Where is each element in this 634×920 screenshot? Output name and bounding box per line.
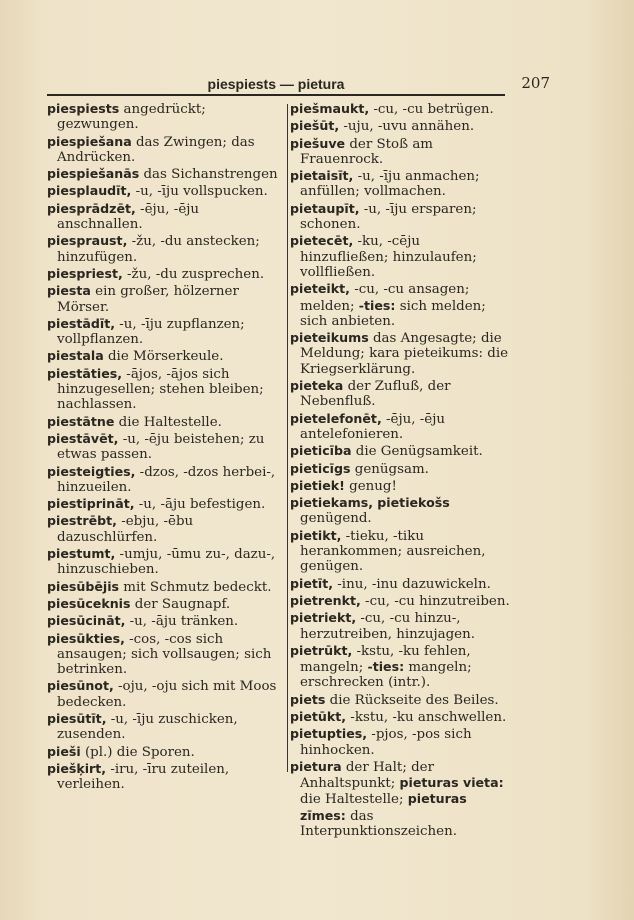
entry-headword: piestrēbt, [47,513,117,529]
entry-definition: der Zufluß, der Nebenfluß. [300,379,451,410]
entry-definition: der Saugnapf. [130,596,231,612]
entry-headword: pietelefonēt, [290,410,382,426]
entry-definition: -umju, -ūmu zu-, dazu-, hinzuschieben. [57,547,276,578]
entry-headword: pietupties, [290,726,368,742]
entry-headword: pietrūkt, [290,642,353,658]
entry-definition: -cu, -cu hinzu-, herzutreiben, hinzujagen. [300,611,475,642]
entry-headword: pieši [47,743,81,759]
entry-headword: pietaisīt, [290,168,354,184]
dictionary-entry [290,726,512,758]
entry-definition: das Angesagte; die Meldung; kara pieteikums: die Kriegserklärung. [300,331,509,377]
entry-bold-phrase: pieturas vieta: [399,775,504,791]
dictionary-entry [290,201,512,233]
dictionary-entry [290,168,512,200]
dictionary-entry [290,281,512,329]
dictionary-entry [290,443,512,459]
entry-headword: pietīt, [290,575,334,591]
entry-headword: piespriest, [47,265,123,281]
entry-bold-phrase: -ties: [367,659,405,675]
dictionary-entry [47,744,283,760]
entry-definition: der Stoß am Frauenrock. [300,136,434,167]
dictionary-entry [47,101,283,133]
entry-headword: piesūtīt, [47,710,107,726]
entry-headword: pieteikums [290,330,369,346]
running-title: piespiests — pietura [207,76,345,92]
entry-headword: piešķirt, [47,760,107,776]
entry-definition: -ēju, -ēju anschnallen. [57,201,200,233]
dictionary-entry [47,366,283,413]
entry-headword: pietikt, [290,527,342,543]
entry-headword: pietriekt, [290,610,357,626]
entry-definition: die Haltestelle. [114,414,222,430]
dictionary-entry [47,414,283,430]
entry-headword: piesplaudīt, [47,183,132,199]
dictionary-entry [290,643,512,691]
entry-definition: der Halt; der Anhaltspunkt; [300,759,434,792]
entry-headword: pieticīgs [290,460,351,476]
entry-definition: -u, -īju zupflanzen; vollpflanzen. [57,316,245,348]
dictionary-entry [47,761,283,793]
entry-headword: piesprādzēt, [47,200,136,216]
entry-headword: piestātne [47,413,115,429]
dictionary-entry [47,613,283,629]
entry-definition: (pl.) die Sporen. [80,744,195,760]
entry-definition: die Haltestelle; [300,792,408,808]
entry-definition: -dzos, -dzos herbei-, hinzueilen. [57,464,276,495]
entry-headword: piespraust, [47,233,128,249]
dictionary-entry [47,134,283,166]
dictionary-entry [47,201,283,233]
entry-definition: die Mörserkeule. [103,349,224,365]
entry-definition: ein großer, hölzerner Mörser. [57,284,239,315]
dictionary-entry [290,528,512,575]
entry-headword: pieticība [290,443,352,459]
dictionary-entry [290,136,512,168]
entry-definition: -u, -īju vollspucken. [131,184,268,200]
entry-definition: -cu, -cu hinzutreiben. [360,593,510,609]
dictionary-entry [290,233,512,280]
entry-headword: piesūceknis [47,595,131,611]
entry-headword: piestādīt, [47,315,116,331]
dictionary-entry [47,496,283,512]
dictionary-entry [47,711,283,743]
dictionary-entry [290,411,512,443]
entry-headword: pietaupīt, [290,200,360,216]
dictionary-entry [47,464,283,496]
entry-headword: piestumt, [47,546,116,562]
dictionary-entry [47,579,283,595]
entry-definition: -uju, -uvu annähen. [339,119,475,135]
dictionary-entry [290,593,512,609]
column-divider [287,104,288,772]
dictionary-entry [47,431,283,463]
entry-headword: pietura [290,758,342,774]
dictionary-entry [47,631,283,678]
entry-definition: -ku, -cēju hinzufließen; hinzulaufen; vollfließen. [300,234,477,280]
entry-headword: pietūkt, [290,708,347,724]
entry-headword: pieteka [290,378,344,394]
entry-definition: -pjos, -pos sich hinhocken. [300,727,472,758]
dictionary-entry [47,348,283,364]
entry-definition: -u, -āju tränken. [125,614,239,630]
entry-bold-phrase: -ties: [358,297,396,313]
entry-definition: -ājos, -ājos sich hinzugesellen; stehen bleiben; nachlassen. [57,366,264,413]
dictionary-entry [290,610,512,642]
entry-headword: piestāvēt, [47,430,119,446]
entry-bold-phrase: pieturas zīmes: [300,791,467,823]
entry-definition: angedrückt; gezwungen. [57,102,206,133]
entry-definition: das Interpunktionszeichen. [300,808,457,840]
entry-definition: -u, -īju anmachen; anfüllen; vollmachen. [300,169,480,200]
dictionary-entry [47,283,283,315]
entry-definition: -cu, -cu ansagen; melden; [300,282,470,314]
entry-headword: piešuve [290,135,346,151]
entry-definition: -kstu, -ku fehlen, mangeln; [300,643,471,676]
dictionary-entry [290,101,512,117]
entry-definition: -u, -āju befestigen. [134,497,266,513]
right-column [290,101,512,840]
entry-headword: piespiešanās [47,166,140,182]
entry-headword: pietecēt, [290,233,354,249]
entry-definition: das Zwingen; das Andrücken. [57,134,255,165]
entry-definition: die Rückseite des Beiles. [325,692,499,708]
left-column [47,101,283,793]
entry-definition: -kstu, -ku anschwellen. [346,709,507,725]
entry-headword: pietiekams, [290,495,374,511]
entry-headword: piesūcināt, [47,613,126,629]
entry-headword: pietiek! [290,477,345,493]
entry-definition: -u, -īju zuschicken, zusenden. [57,711,238,743]
dictionary-entry [290,692,512,708]
entry-headword: piesūbējis [47,578,120,594]
entry-headword: piešūt, [290,118,340,134]
entry-definition: -žu, -du zusprechen. [122,266,265,282]
header-rule [47,94,505,96]
entry-definition: genügsam. [350,461,429,477]
dictionary-entry [290,478,512,494]
dictionary-entry [47,596,283,612]
dictionary-entry [290,709,512,725]
dictionary-entry [47,316,283,348]
entry-definition: mit Schmutz bedeckt. [119,579,272,595]
entry-headword: piets [290,691,326,707]
entry-headword: pieteikt, [290,281,350,297]
dictionary-entry [290,330,512,377]
dictionary-entry [290,576,512,592]
dictionary-entry [47,183,283,199]
entry-definition: -ebju, -ēbu dazuschlürfen. [57,514,194,545]
entry-definition: -oju, -oju sich mit Moos bedecken. [57,679,277,710]
entry-headword: piestala [47,348,104,364]
dictionary-entry [47,513,283,545]
entry-bold-phrase: pietiekošs [377,495,450,511]
entry-definition: genug! [344,478,397,494]
dictionary-entry [47,678,283,710]
entry-definition: genügend. [300,511,372,527]
entry-headword: piespiests [47,101,120,116]
dictionary-entry [290,118,512,134]
page-number: 207 [521,74,550,92]
entry-definition: das Sichanstrengen [139,167,278,183]
entry-definition: -u, -īju ersparen; schonen. [300,201,477,233]
dictionary-entry [47,233,283,265]
entry-headword: pietrenkt, [290,592,361,608]
entry-headword: piestāties, [47,365,123,381]
entry-definition: sich melden; sich anbieten. [300,298,486,329]
dictionary-entry [290,378,512,410]
entry-definition: -žu, -du anstecken; hinzufügen. [57,234,260,265]
dictionary-entry [290,461,512,477]
entry-definition: mangeln; erschrecken (intr.). [300,660,472,691]
entry-definition: die Genügsamkeit. [351,444,483,460]
entry-definition: -cu, -cu betrügen. [369,102,494,117]
dictionary-entry [47,546,283,578]
entry-definition: -cos, -cos sich ansaugen; sich vollsaugen; sich betrinken. [57,631,272,678]
entry-definition: -u, -ēju beistehen; zu etwas passen. [57,431,265,463]
entry-headword: piesūkties, [47,630,125,646]
dictionary-entry [290,495,512,527]
entry-definition: -iru, -īru zuteilen, verleihen. [57,761,230,793]
dictionary-entry [290,759,512,839]
entry-headword: piespiešana [47,133,132,149]
entry-headword: piestiprināt, [47,496,135,512]
entry-headword: piesūnot, [47,678,114,694]
entry-definition: -ēju, -ēju antelefonieren. [300,411,445,442]
entry-headword: piesteigties, [47,463,136,479]
entry-definition: -tieku, -tiku herankommen; ausreichen, genügen. [300,528,486,575]
dictionary-entry [47,166,283,182]
dictionary-entry [47,266,283,282]
entry-definition: -inu, -inu dazuwickeln. [333,576,491,592]
entry-headword: piešmaukt, [290,101,370,116]
entry-headword: piesta [47,283,91,299]
